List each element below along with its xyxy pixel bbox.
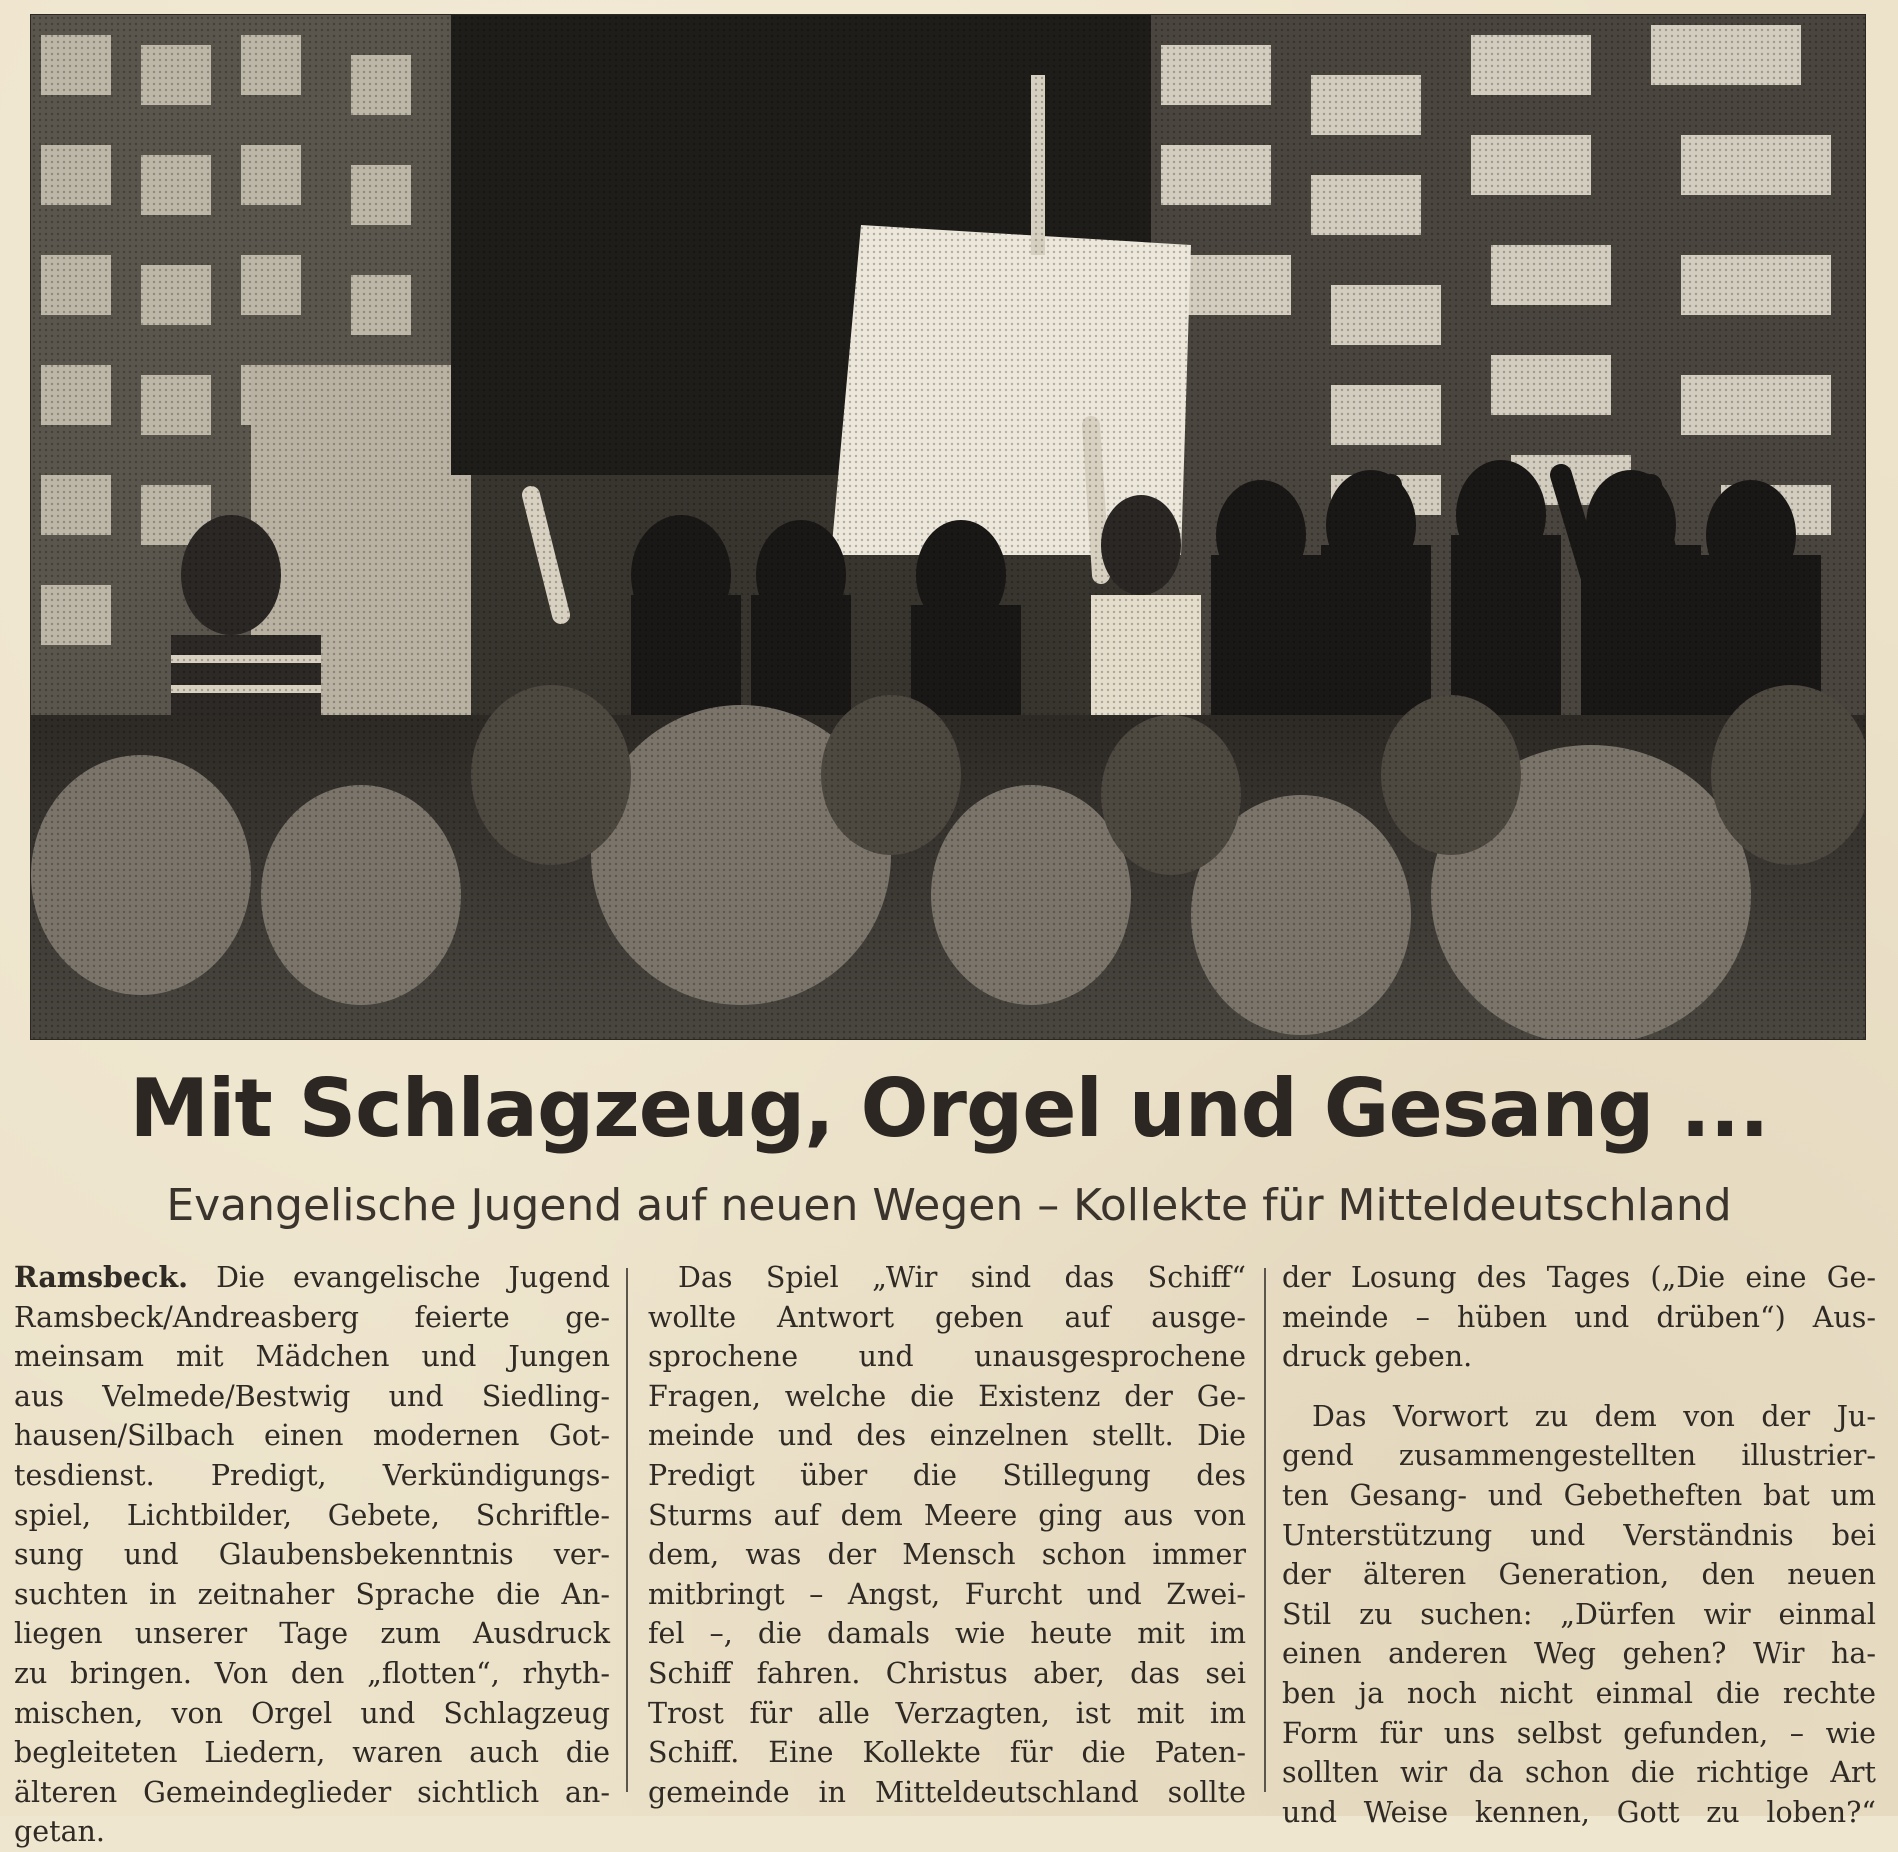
text-line: Unterstützung und Verständnis bei (1282, 1518, 1876, 1552)
text-line: Trost für alle Verzagten, ist mit im (648, 1696, 1246, 1730)
text-line: gemeinde in Mitteldeutschland sollte (648, 1775, 1246, 1809)
photo-illustration (31, 15, 1865, 1039)
text-line: dem, was der Mensch schon immer (648, 1538, 1246, 1572)
paragraph-gap (1282, 1377, 1876, 1397)
text-line: hausen/Silbach einen modernen Got- (14, 1419, 610, 1453)
text-line: Schiff. Eine Kollekte für die Paten- (648, 1736, 1246, 1770)
article-column-1 (14, 1258, 610, 1852)
text-line: älteren Gemeindeglieder sichtlich an- (14, 1775, 610, 1809)
text-line: druck geben. (1282, 1340, 1473, 1374)
text-line: Sturms auf dem Meere ging aus von (648, 1498, 1246, 1532)
text-line: und Weise kennen, Gott zu loben?“ (1282, 1795, 1876, 1829)
column-rule (626, 1268, 628, 1792)
text-line: meinsam mit Mädchen und Jungen (14, 1340, 610, 1374)
text-line: Schiff fahren. Christus aber, das sei (648, 1656, 1246, 1690)
column-rule (1264, 1268, 1266, 1792)
text-line: wollte Antwort geben auf ausge- (648, 1300, 1246, 1334)
text-line: zu bringen. Von den „flotten“, rhyth- (14, 1656, 610, 1690)
text-line: suchten in zeitnaher Sprache die An- (14, 1577, 610, 1611)
text-line: meinde und des einzelnen stellt. Die (648, 1419, 1246, 1453)
text-line: mischen, von Orgel und Schlagzeug (14, 1696, 610, 1730)
text-line: Das Spiel „Wir sind das Schiff“ (678, 1261, 1246, 1294)
text-line: gend zusammengestellten illustrier- (1282, 1439, 1876, 1473)
text-line: Predigt über die Stillegung des (648, 1458, 1246, 1492)
text-line: Das Vorwort zu dem von der Ju- (1312, 1399, 1876, 1433)
text-line: aus Velmede/Bestwig und Siedling- (14, 1379, 610, 1413)
text-line: Fragen, welche die Existenz der Ge- (648, 1379, 1246, 1413)
text-line: Stil zu suchen: „Dürfen wir einmal (1282, 1597, 1876, 1631)
text-line: spiel, Lichtbilder, Gebete, Schriftle- (14, 1498, 610, 1532)
text-line: getan. (14, 1815, 105, 1849)
text-line: sollten wir da schon die richtige Art (1282, 1756, 1876, 1790)
text-line: sung und Glaubensbekenntnis ver- (14, 1538, 610, 1572)
text-line: ten Gesang- und Gebetheften bat um (1282, 1478, 1876, 1512)
text-line: liegen unserer Tage zum Ausdruck (14, 1617, 610, 1651)
text-line: ben ja noch nicht einmal die rechte (1282, 1676, 1876, 1710)
text-line: Ramsbeck. Die evangelische Jugend (14, 1260, 610, 1294)
text-line: Ramsbeck/Andreasberg feierte ge- (14, 1300, 610, 1334)
article-column-3 (1282, 1258, 1876, 1832)
text-line: einen anderen Weg gehen? Wir ha- (1282, 1637, 1876, 1671)
article-column-2 (648, 1258, 1246, 1812)
dateline: Ramsbeck. (14, 1260, 189, 1294)
text-line: mitbringt – Angst, Furcht und Zwei- (648, 1577, 1246, 1611)
text-line: fel –, die damals wie heute mit im (648, 1617, 1246, 1651)
article-photo (30, 14, 1866, 1040)
text-line: Form für uns selbst gefunden, – wie (1282, 1716, 1876, 1750)
text-line: tesdienst. Predigt, Verkündigungs- (14, 1458, 610, 1492)
article-subheadline: Evangelische Jugend auf neuen Wegen – Kollekte für Mitteldeutschland (166, 1180, 1732, 1231)
text-line: der älteren Generation, den neuen (1282, 1558, 1876, 1592)
text-line: meinde – hüben und drüben“) Aus- (1282, 1300, 1876, 1334)
text-line: sprochene und unausgesprochene (648, 1340, 1246, 1374)
text-line: der Losung des Tages („Die eine Ge- (1282, 1261, 1876, 1294)
article-headline: Mit Schlagzeug, Orgel und Gesang ... (129, 1062, 1769, 1155)
text-line: begleiteten Liedern, waren auch die (14, 1736, 610, 1770)
